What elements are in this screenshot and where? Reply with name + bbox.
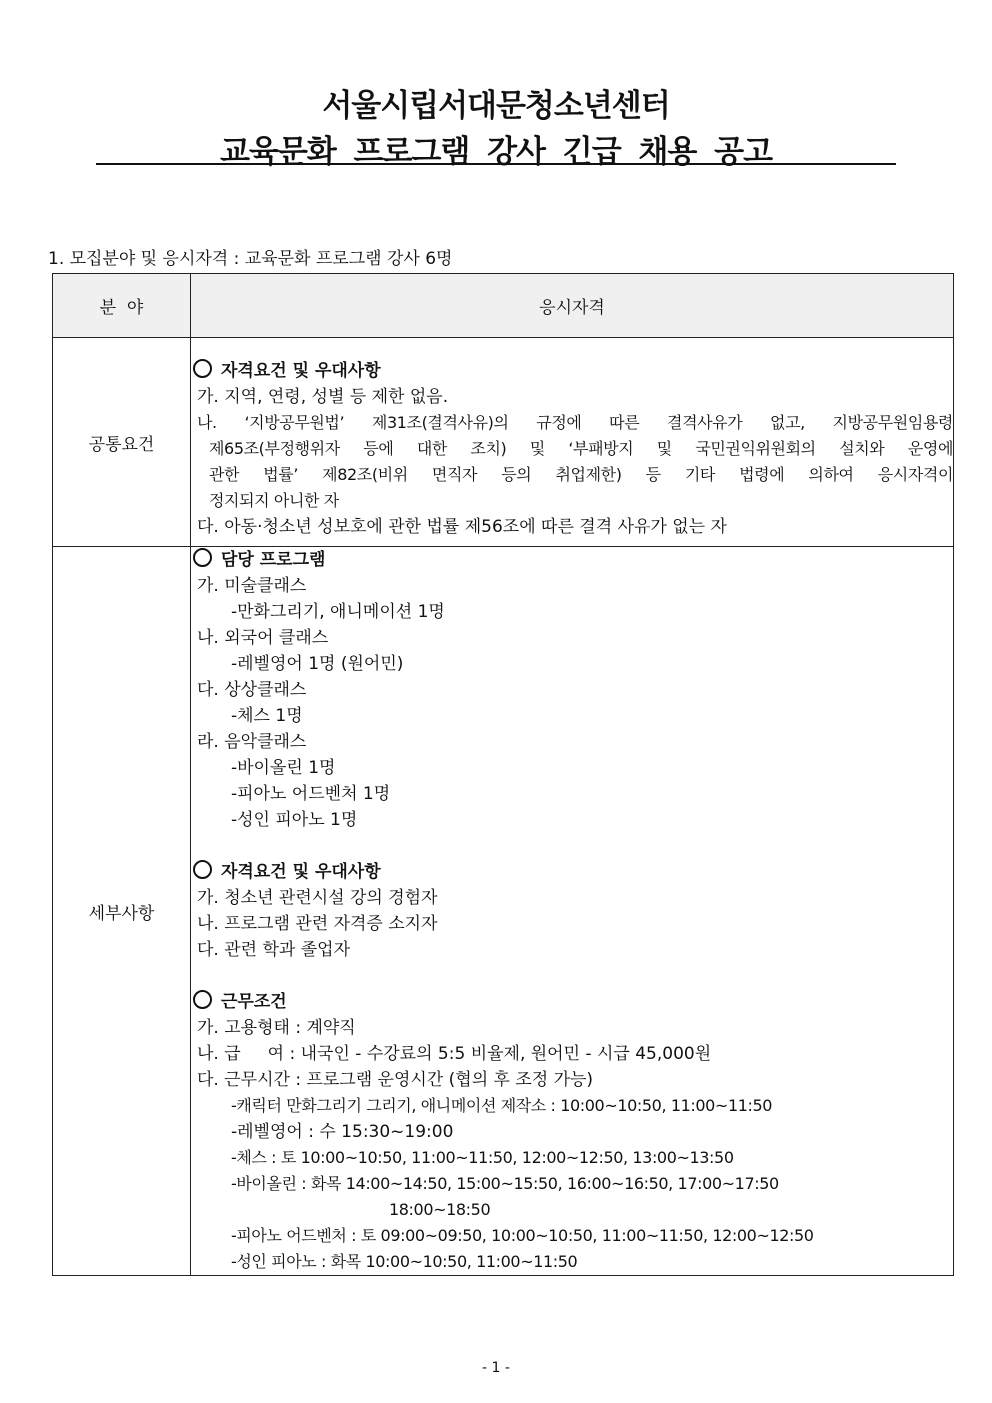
common-content (191, 338, 954, 547)
table-header-row (53, 274, 954, 338)
title-underline (96, 163, 896, 165)
program-item: -레벨영어 1명 (원어민) (231, 654, 404, 674)
schedule-item: -피아노 어드벤처 : 토 09:00~09:50, 10:00~10:50, 11:00~11:50, 12:00~12:50 (231, 1226, 814, 1245)
programs-heading (191, 547, 953, 573)
common-line: 가. 지역, 연령, 성별 등 제한 없음. (197, 387, 449, 407)
common-heading-text: 자격요건 및 우대사항 (221, 361, 381, 381)
page-number: - 1 - (482, 1360, 510, 1376)
program-item: 라. 음악클래스 (197, 732, 307, 752)
schedule-item: -캐릭터 만화그리기 그리기, 애니메이션 제작소 : 10:00~10:50, 11:00~11:50 (231, 1096, 773, 1115)
page-subtitle-text: 교육문화 프로그램 강사 긴급 채용 공고 (219, 134, 773, 170)
table-row-detail (53, 547, 954, 1276)
qual-item: 나. 프로그램 관련 자격증 소지자 (197, 914, 438, 934)
common-line: 나. ‘지방공무원법’ 제31조(결격사유)의 규정에 따른 결격사유가 없고, 지방공무원임용령 (197, 413, 953, 432)
programs-heading-text: 담당 프로그램 (221, 550, 326, 570)
table-row-common (53, 338, 954, 547)
header-field: 분 야 (53, 274, 191, 338)
program-item: -체스 1명 (231, 706, 303, 726)
quals-heading (191, 859, 953, 885)
circle-bullet-icon (193, 548, 212, 567)
schedule-item: 18:00~18:50 (389, 1200, 491, 1219)
common-line: 다. 아동·청소년 성보호에 관한 법률 제56조에 따른 결격 사유가 없는 자 (197, 517, 727, 537)
common-line: 제65조(부정행위자 등에 대한 조치) 및 ‘부패방지 및 국민권익위원회의 설치와 운영에 (209, 439, 953, 458)
qual-item: 가. 청소년 관련시설 강의 경험자 (197, 888, 438, 908)
page-title: 서울시립서대문청소년센터 (322, 88, 670, 124)
work-item: 가. 고용형태 : 계약직 (197, 1018, 356, 1038)
program-item: -만화그리기, 애니메이션 1명 (231, 602, 445, 622)
program-item: 나. 외국어 클래스 (197, 628, 329, 648)
row-label-common: 공통요건 (53, 338, 191, 547)
common-line: 관한 법률’ 제82조(비위 면직자 등의 취업제한) 등 기타 법령에 의하여 응시자격이 (209, 465, 953, 484)
detail-content (191, 547, 954, 1276)
row-label-detail: 세부사항 (53, 547, 191, 1276)
work-heading-text: 근무조건 (221, 992, 287, 1012)
schedule-item: -성인 피아노 : 화목 10:00~10:50, 11:00~11:50 (231, 1252, 578, 1271)
spacer (191, 833, 953, 859)
common-line: 정지되지 아니한 자 (209, 491, 339, 510)
program-item: 다. 상상클래스 (197, 680, 307, 700)
qual-item: 다. 관련 학과 졸업자 (197, 940, 350, 960)
work-heading (191, 989, 953, 1015)
circle-bullet-icon (193, 359, 212, 378)
program-item: -피아노 어드벤처 1명 (231, 784, 391, 804)
program-item: -성인 피아노 1명 (231, 810, 358, 830)
schedule-item: -체스 : 토 10:00~10:50, 11:00~11:50, 12:00~12:50, 13:00~13:50 (231, 1148, 734, 1167)
work-item: 나. 급 여 : 내국인 - 수강료의 5:5 비율제, 원어민 - 시급 45,000원 (197, 1044, 712, 1064)
spacer (191, 963, 953, 989)
section-heading: 1. 모집분야 및 응시자격 : 교육문화 프로그램 강사 6명 (48, 249, 453, 269)
work-item: 다. 근무시간 : 프로그램 운영시간 (협의 후 조정 가능) (197, 1070, 594, 1090)
schedule-item: -레벨영어 : 수 15:30~19:00 (231, 1122, 454, 1142)
circle-bullet-icon (193, 860, 212, 879)
common-heading (191, 358, 953, 384)
program-item: -바이올린 1명 (231, 758, 336, 778)
program-item: 가. 미술클래스 (197, 576, 307, 596)
requirements-table (52, 273, 954, 1276)
circle-bullet-icon (193, 990, 212, 1009)
schedule-item: -바이올린 : 화목 14:00~14:50, 15:00~15:50, 16:00~16:50, 17:00~17:50 (231, 1174, 779, 1193)
quals-heading-text: 자격요건 및 우대사항 (221, 862, 381, 882)
header-qualification: 응시자격 (191, 274, 954, 338)
